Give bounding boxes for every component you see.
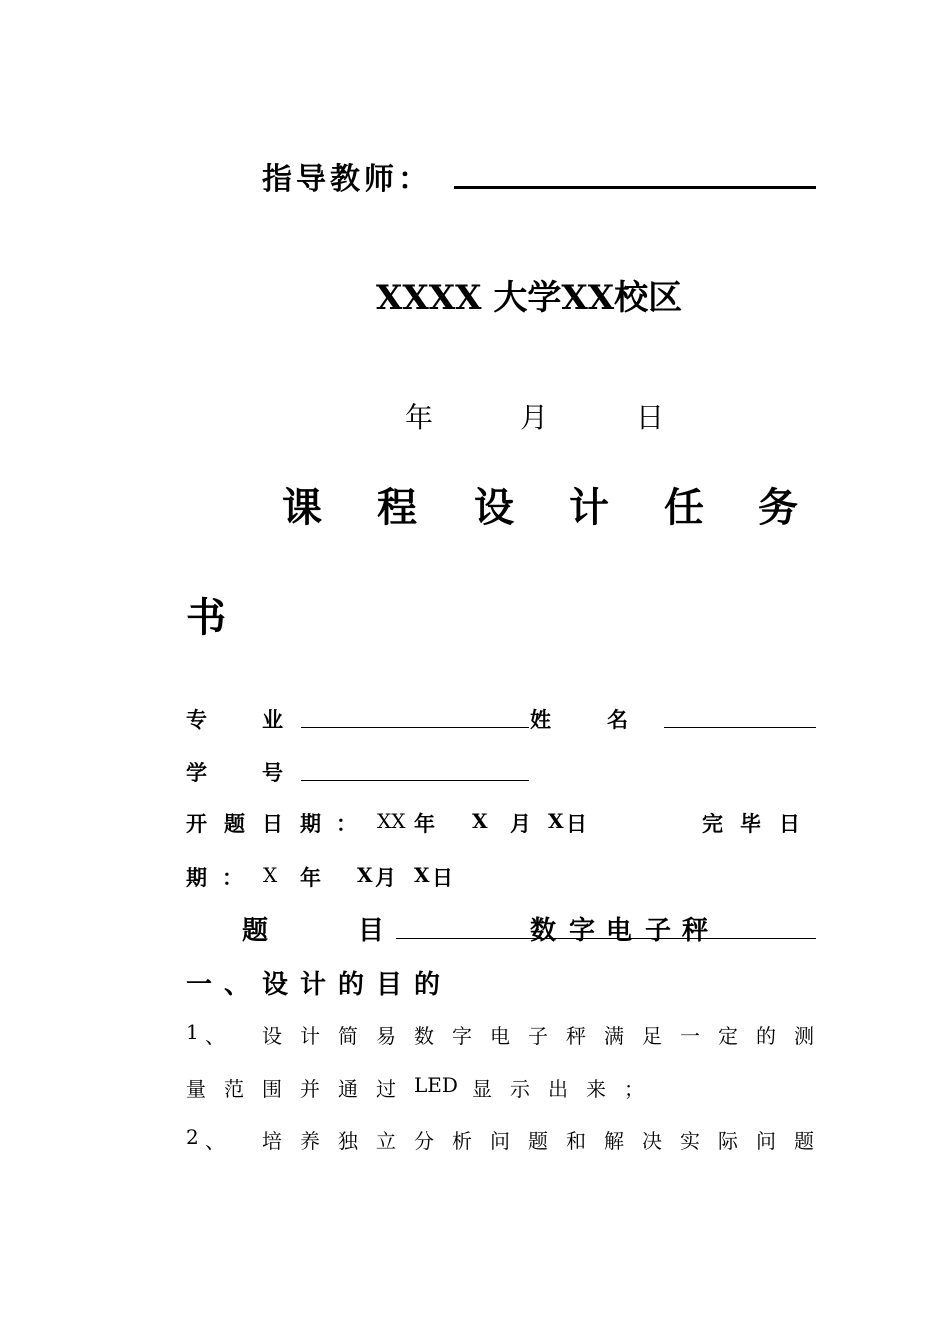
body-text-char: 围: [262, 1077, 282, 1101]
body-text-char: 易: [376, 1024, 396, 1048]
section1-heading-char: 计: [300, 970, 327, 1000]
end-date-month: 月: [375, 865, 396, 890]
body-text-char: 子: [528, 1024, 548, 1048]
body-text-char: 独: [338, 1129, 358, 1153]
section1-heading-char: 一: [186, 970, 213, 1000]
body-text-char: 和: [566, 1129, 586, 1153]
body-text-char: 定: [718, 1024, 738, 1048]
date-year: 年: [405, 401, 434, 434]
body-text-char: 来: [586, 1077, 606, 1101]
body-text-char: 出: [548, 1077, 568, 1101]
start-date-label-char: 期: [300, 811, 321, 836]
start-date-x-month: X: [472, 809, 488, 833]
body-text-char: 养: [300, 1129, 320, 1153]
start-date-year: 年: [414, 811, 435, 836]
start-date-day: 日: [566, 811, 587, 836]
doc-title-char: 课: [282, 484, 322, 531]
start-date-label-char: 开: [186, 811, 207, 836]
start-date-month: 月: [510, 811, 531, 836]
advisor-underline: [454, 186, 816, 189]
body-text-char: 分: [414, 1129, 434, 1153]
advisor-label: 指导教师：: [262, 162, 432, 197]
topic-value-char: 电: [606, 916, 633, 946]
body-text-char: 、: [205, 1024, 225, 1048]
body-text-char: 满: [604, 1024, 624, 1048]
end-date-x-month: X: [357, 863, 373, 887]
body-text-char: 决: [642, 1129, 662, 1153]
body-text-char: 足: [642, 1024, 662, 1048]
body-text-char: 字: [452, 1024, 472, 1048]
end-date-x-day: X: [414, 863, 430, 887]
student-id-underline: [301, 780, 529, 781]
start-date-xx: XX: [377, 809, 406, 833]
body-text-char: 题: [794, 1129, 814, 1153]
body-text-char: 显: [472, 1077, 492, 1101]
end-date-day: 日: [432, 865, 453, 890]
date-month: 月: [520, 401, 549, 434]
body-text-char: 际: [718, 1129, 738, 1153]
section1-heading-char: 目: [376, 970, 403, 1000]
topic-value-char: 秤: [682, 916, 709, 946]
body-text-char: 析: [452, 1129, 472, 1153]
body-text-char: 题: [528, 1129, 548, 1153]
major-label-char: 业: [262, 707, 283, 732]
doc-title-char: 务: [758, 484, 798, 531]
body-text-char: 设: [262, 1024, 282, 1048]
end-date-year: 年: [300, 865, 321, 890]
body-text-char: 实: [680, 1129, 700, 1153]
start-date-label-char: ：: [336, 811, 357, 836]
section1-heading-char: 的: [414, 970, 441, 1000]
doc-title-char: 任: [664, 484, 704, 531]
body-text-char: 测: [794, 1024, 814, 1048]
body-text-char: 1: [186, 1020, 199, 1044]
body-text-char: 电: [490, 1024, 510, 1048]
section1-heading-char: 、: [224, 970, 251, 1000]
body-text-char: 秤: [566, 1024, 586, 1048]
doc-title-char: 计: [569, 484, 609, 531]
doc-title-char: 设: [474, 484, 514, 531]
end-date-x-year: X: [263, 863, 278, 887]
topic-label-char: 题: [242, 916, 269, 946]
body-text-char: 并: [300, 1077, 320, 1101]
end-date-label-char: ：: [222, 865, 243, 890]
body-text-char: LED: [414, 1073, 458, 1097]
doc-title-last-char: 书: [186, 594, 226, 641]
body-text-char: 立: [376, 1129, 396, 1153]
topic-value-char: 子: [645, 916, 672, 946]
body-text-char: 、: [205, 1129, 225, 1153]
start-date-x-day: X: [548, 809, 564, 833]
doc-title-char: 程: [377, 484, 417, 531]
body-text-char: 2: [186, 1125, 199, 1149]
body-text-char: 示: [510, 1077, 530, 1101]
end-date-label-char: 期: [186, 865, 207, 890]
body-text-char: 数: [414, 1024, 434, 1048]
start-date-label-char: 日: [262, 811, 283, 836]
body-text-char: 一: [680, 1024, 700, 1048]
body-text-char: 培: [262, 1129, 282, 1153]
body-text-char: 通: [338, 1077, 358, 1101]
body-text-char: 计: [300, 1024, 320, 1048]
section1-heading-char: 设: [262, 970, 289, 1000]
topic-value-char: 字: [569, 916, 596, 946]
section1-heading-char: 的: [338, 970, 365, 1000]
body-text-char: 过: [376, 1077, 396, 1101]
end-date-label-char: 完: [702, 811, 723, 836]
body-text-char: 简: [338, 1024, 358, 1048]
name-label-char: 姓: [530, 707, 551, 732]
start-date-label-char: 题: [224, 811, 245, 836]
end-date-label-char: 日: [779, 811, 800, 836]
body-text-char: 的: [756, 1024, 776, 1048]
name-label-char: 名: [607, 707, 628, 732]
body-text-char: 量: [186, 1077, 206, 1101]
major-underline: [301, 727, 529, 728]
body-text-char: 问: [756, 1129, 776, 1153]
student-id-label-char: 学: [186, 760, 207, 785]
student-id-label-char: 号: [262, 760, 283, 785]
topic-label-char: 目: [358, 916, 385, 946]
body-text-char: ；: [624, 1077, 644, 1101]
name-underline: [664, 727, 816, 728]
major-label-char: 专: [186, 707, 207, 732]
end-date-label-char: 毕: [740, 811, 761, 836]
body-text-char: 范: [224, 1077, 244, 1101]
body-text-char: 问: [490, 1129, 510, 1153]
topic-value-char: 数: [530, 916, 557, 946]
university-name: XXXX 大学XX校区: [376, 278, 683, 318]
body-text-char: 解: [604, 1129, 624, 1153]
date-day: 日: [636, 401, 665, 434]
